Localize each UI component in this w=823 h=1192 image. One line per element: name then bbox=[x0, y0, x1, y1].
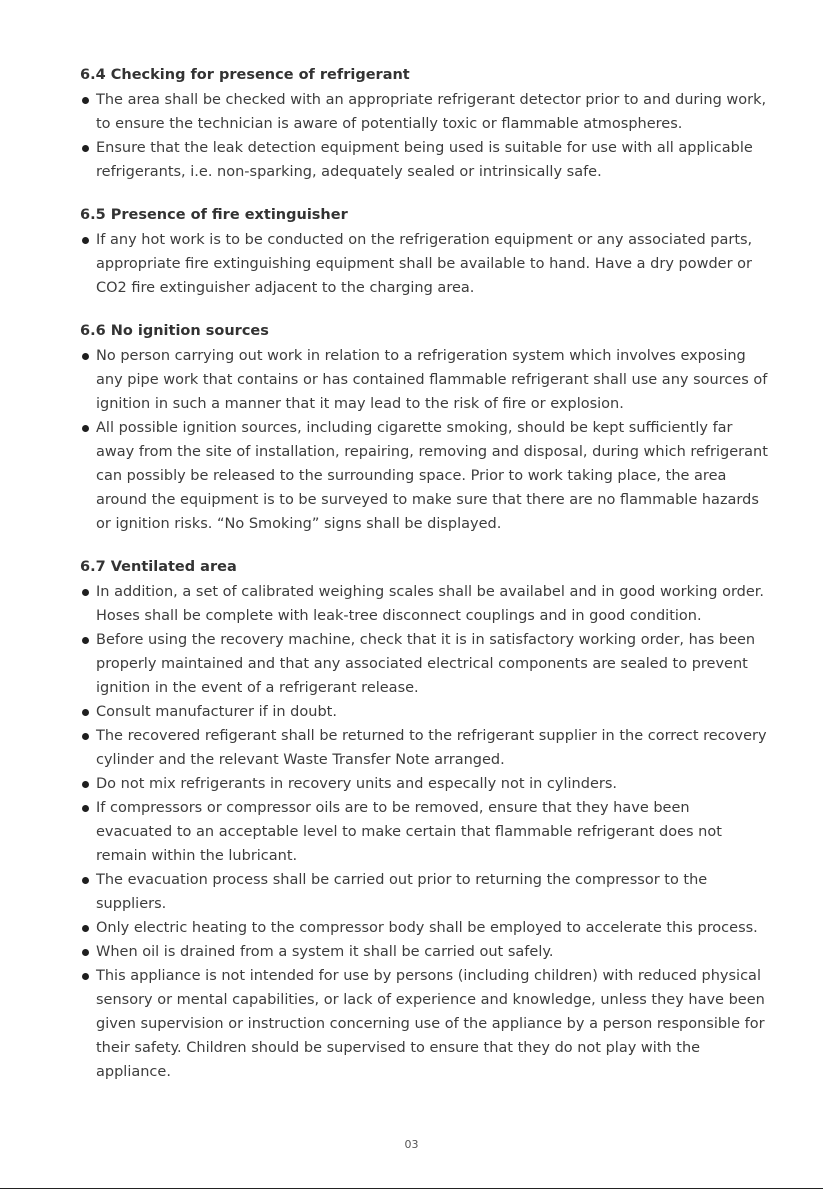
bullet-text: This appliance is not intended for use by persons (including children) with reduced physical sensory or mental capabilities, or lack of experience and knowledge, unless they have been given supervision or instruction concerning use of the appliance by a person responsible for their safety. Children should be supervised to ensure that they do not play with the appliance. bbox=[96, 968, 765, 1080]
bullet-list bbox=[80, 228, 770, 300]
bullet-icon bbox=[82, 949, 89, 956]
bullet-text: The evacuation process shall be carried out prior to returning the compressor to the suppliers. bbox=[96, 872, 708, 912]
page-content bbox=[80, 64, 770, 1104]
bullet-item bbox=[80, 136, 770, 184]
bottom-rule bbox=[0, 1188, 823, 1189]
bullet-item bbox=[80, 228, 770, 300]
bullet-icon bbox=[82, 97, 89, 104]
bullet-item bbox=[80, 940, 770, 964]
section-6-7 bbox=[80, 556, 770, 1084]
bullet-icon bbox=[82, 805, 89, 812]
bullet-list bbox=[80, 580, 770, 1084]
section-heading: 6.7 Ventilated area bbox=[80, 559, 237, 575]
bullet-item bbox=[80, 628, 770, 700]
bullet-text: Consult manufacturer if in doubt. bbox=[96, 704, 337, 720]
bullet-text: In addition, a set of calibrated weighing scales shall be availabel and in good working order. Hoses shall be complete with leak-tree disconnect couplings and in good condition. bbox=[96, 584, 765, 624]
bullet-icon bbox=[82, 589, 89, 596]
bullet-icon bbox=[82, 709, 89, 716]
section-6-4 bbox=[80, 64, 770, 184]
bullet-text: When oil is drained from a system it shall be carried out safely. bbox=[96, 944, 554, 960]
bullet-icon bbox=[82, 733, 89, 740]
bullet-item bbox=[80, 964, 770, 1084]
bullet-text: Only electric heating to the compressor body shall be employed to accelerate this process. bbox=[96, 920, 758, 936]
section-heading: 6.5 Presence of fire extinguisher bbox=[80, 207, 348, 223]
bullet-item bbox=[80, 416, 770, 536]
bullet-text: Do not mix refrigerants in recovery units and especally not in cylinders. bbox=[96, 776, 617, 792]
bullet-icon bbox=[82, 637, 89, 644]
bullet-item bbox=[80, 344, 770, 416]
bullet-icon bbox=[82, 781, 89, 788]
bullet-item bbox=[80, 88, 770, 136]
bullet-list bbox=[80, 344, 770, 536]
bullet-icon bbox=[82, 237, 89, 244]
section-6-6 bbox=[80, 320, 770, 536]
bullet-item bbox=[80, 724, 770, 772]
bullet-icon bbox=[82, 425, 89, 432]
bullet-icon bbox=[82, 353, 89, 360]
bullet-text: All possible ignition sources, including cigarette smoking, should be kept sufficiently far away from the site of installation, repairing, removing and disposal, during which refrigerant can possibly be released to the surrounding space. Prior to work taking place, the area around the equipment is to be surveyed to make sure that there are no flammable hazards or ignition risks. “No Smoking” signs shall be displayed. bbox=[96, 420, 768, 532]
bullet-icon bbox=[82, 145, 89, 152]
bullet-item bbox=[80, 916, 770, 940]
section-6-5 bbox=[80, 204, 770, 300]
bullet-text: Ensure that the leak detection equipment being used is suitable for use with all applicable refrigerants, i.e. non-sparking, adequately sealed or intrinsically safe. bbox=[96, 140, 753, 180]
bullet-list bbox=[80, 88, 770, 184]
bullet-item bbox=[80, 580, 770, 628]
bullet-icon bbox=[82, 925, 89, 932]
bullet-icon bbox=[82, 877, 89, 884]
section-heading: 6.6 No ignition sources bbox=[80, 323, 269, 339]
bullet-text: The recovered refigerant shall be returned to the refrigerant supplier in the correct recovery cylinder and the relevant Waste Transfer Note arranged. bbox=[96, 728, 767, 768]
bullet-item bbox=[80, 772, 770, 796]
bullet-text: Before using the recovery machine, check that it is in satisfactory working order, has been properly maintained and that any associated electrical components are sealed to prevent ignition in the event of a refrigerant release. bbox=[96, 632, 756, 696]
bullet-item bbox=[80, 796, 770, 868]
page-number: 03 bbox=[404, 1138, 419, 1151]
bullet-item bbox=[80, 700, 770, 724]
bullet-text: No person carrying out work in relation to a refrigeration system which involves exposing any pipe work that contains or has contained flammable refrigerant shall use any sources of ignition in such a manner that it may lead to the risk of fire or explosion. bbox=[96, 348, 768, 412]
section-heading: 6.4 Checking for presence of refrigerant bbox=[80, 67, 410, 83]
bullet-text: The area shall be checked with an appropriate refrigerant detector prior to and during work, to ensure the technician is aware of potentially toxic or flammable atmospheres. bbox=[96, 92, 767, 132]
bullet-text: If compressors or compressor oils are to be removed, ensure that they have been evacuated to an acceptable level to make certain that flammable refrigerant does not remain within the lubricant. bbox=[96, 800, 722, 864]
bullet-text: If any hot work is to be conducted on the refrigeration equipment or any associated parts, appropriate fire extinguishing equipment shall be available to hand. Have a dry powder or CO2 fire extinguisher adjacent to the charging area. bbox=[96, 232, 753, 296]
bullet-icon bbox=[82, 973, 89, 980]
bullet-item bbox=[80, 868, 770, 916]
